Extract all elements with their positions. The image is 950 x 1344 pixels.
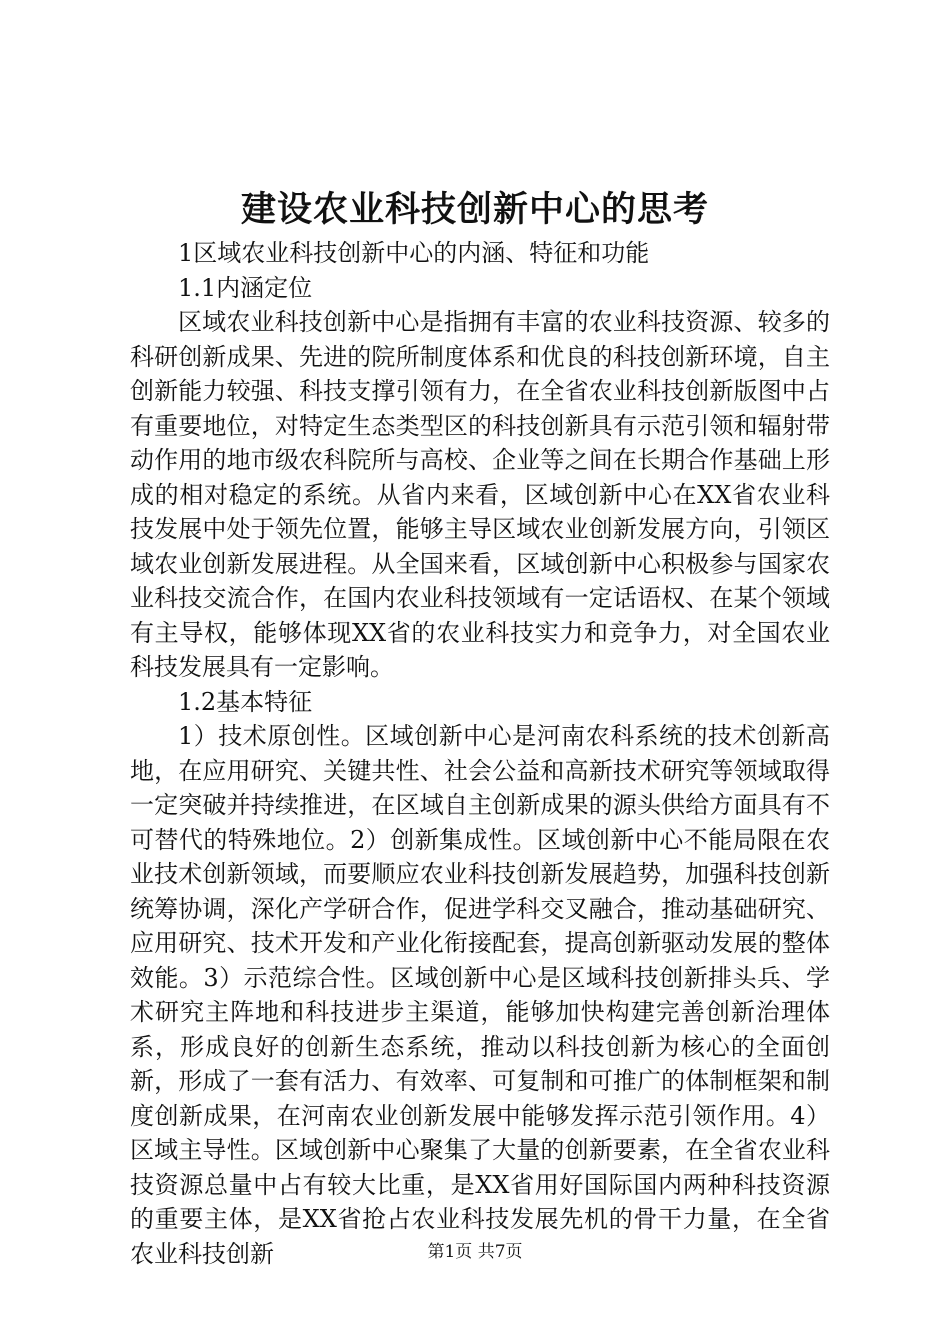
body-paragraph: 1）技术原创性。区域创新中心是河南农科系统的技术创新高地，在应用研究、关键共性、社会公益和高新技术研究等领域取得一定突破并持续推进，在区域自主创新成果的源头供给方面具有不可替代的特殊地位。2）创新集成性。区域创新中心不能局限在农业技术创新领域，而要顺应农业科技创新发展趋势，加强科技创新统筹协调，深化产学研合作，促进学科交叉融合，推动基础研究、应用研究、技术开发和产业化衔接配套，提高创新驱动发展的整体效能。3）示范综合性。区域创新中心是区域科技创新排头兵、学术研究主阵地和科技进步主渠道，能够加快构建完善创新治理体系，形成良好的创新生态系统，推动以科技创新为核心的全面创新，形成了一套有活力、有效率、可复制和可推广的体制框架和制度创新成果，在河南农业创新发展中能够发挥示范引领作用。4）区域主导性。区域创新中心聚集了大量的创新要素，在全省农业科技资源总量中占有较大比重，是XX省用好国际国内两种科技资源的重要主体，是XX省抢占农业科技发展先机的骨干力量，在全省农业科技创新 (130, 722, 830, 1268)
subsection-heading: 1.1内涵定位 (178, 273, 313, 302)
document-body (130, 236, 830, 1271)
subsection-heading: 1.2基本特征 (178, 687, 313, 716)
section-heading: 1区域农业科技创新中心的内涵、特征和功能 (178, 239, 650, 267)
document-title: 建设农业科技创新中心的思考 (240, 189, 709, 230)
body-paragraph: 区域农业科技创新中心是指拥有丰富的农业科技资源、较多的科研创新成果、先进的院所制度体系和优良的科技创新环境，自主创新能力较强、科技支撑引领有力，在全省农业科技创新版图中占有重要地位，对特定生态类型区的科技创新具有示范引领和辐射带动作用的地市级农科院所与高校、企业等之间在长期合作基础上形成的相对稳定的系统。从省内来看，区域创新中心在XX省农业科技发展中处于领先位置，能够主导区域农业创新发展方向，引领区域农业创新发展进程。从全国来看，区域创新中心积极参与国家农业科技交流合作，在国内农业科技领域有一定话语权、在某个领域有主导权，能够体现XX省的农业科技实力和竞争力，对全国农业科技发展具有一定影响。 (130, 308, 830, 681)
page-footer: 第1页 共7页 (427, 1242, 523, 1262)
